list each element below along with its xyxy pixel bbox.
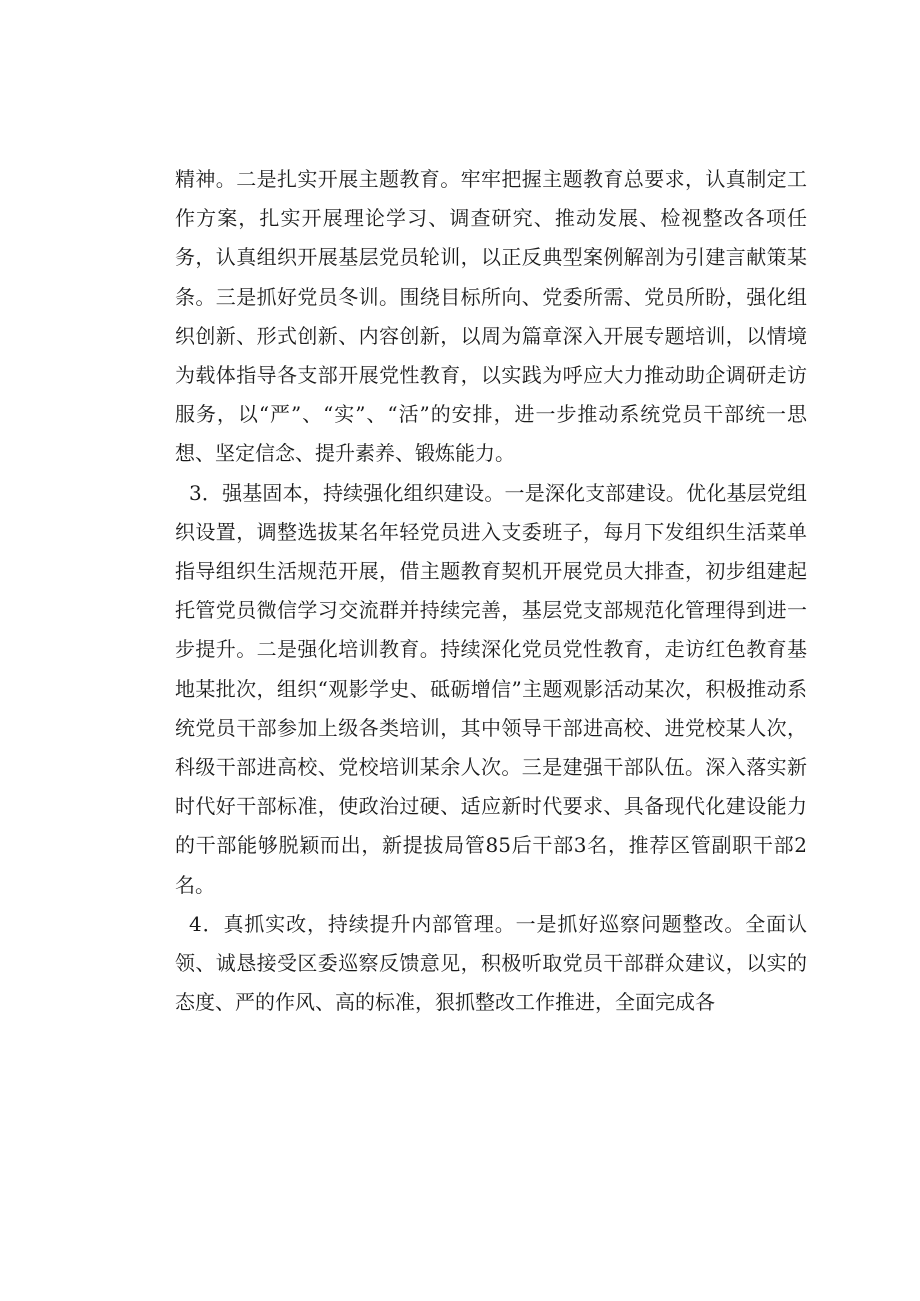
paragraph-internal-management: 4．真抓实改，持续提升内部管理。一是抓好巡察问题整改。全面认领、诚恳接受区委巡察反馈意见，积极听取党员干部群众建议，以实的态度、严的作风、高的标准，狠抓整改工作推进，全面完成各 [175,911,807,1015]
document-body [175,160,807,1022]
paragraph-continued: 精神。二是扎实开展主题教育。牢牢把握主题教育总要求，认真制定工作方案，扎实开展理论学习、调查研究、推动发展、检视整改各项任务，认真组织开展基层党员轮训，以正反典型案例解剖为引建言献策某条。三是抓好党员冬训。围绕目标所向、党委所需、党员所盼，强化组织创新、形式创新、内容创新，以周为篇章深入开展专题培训，以情境为载体指导各支部开展党性教育，以实践为呼应大力推动助企调研走访服务，以“严”、“实”、“活”的安排，进一步推动系统党员干部统一思想、坚定信念、提升素养、锻炼能力。 [175,167,807,466]
paragraph-organization-building: 3．强基固本，持续强化组织建设。一是深化支部建设。优化基层党组织设置，调整选拔某名年轻党员进入支委班子，每月下发组织生活菜单指导组织生活规范开展，借主题教育契机开展党员大排查，初步组建起托管党员微信学习交流群并持续完善，基层党支部规范化管理得到进一步提升。二是强化培训教育。持续深化党员党性教育，走访红色教育基地某批次，组织“观影学史、砥砺增信”主题观影活动某次，积极推动系统党员干部参加上级各类培训，其中领导干部进高校、进党校某人次，科级干部进高校、党校培训某余人次。三是建强干部队伍。深入落实新时代好干部标准，使政治过硬、适应新时代要求、具备现代化建设能力的干部能够脱颖而出，新提拔局管85后干部3名，推荐区管副职干部2名。 [175,480,807,897]
